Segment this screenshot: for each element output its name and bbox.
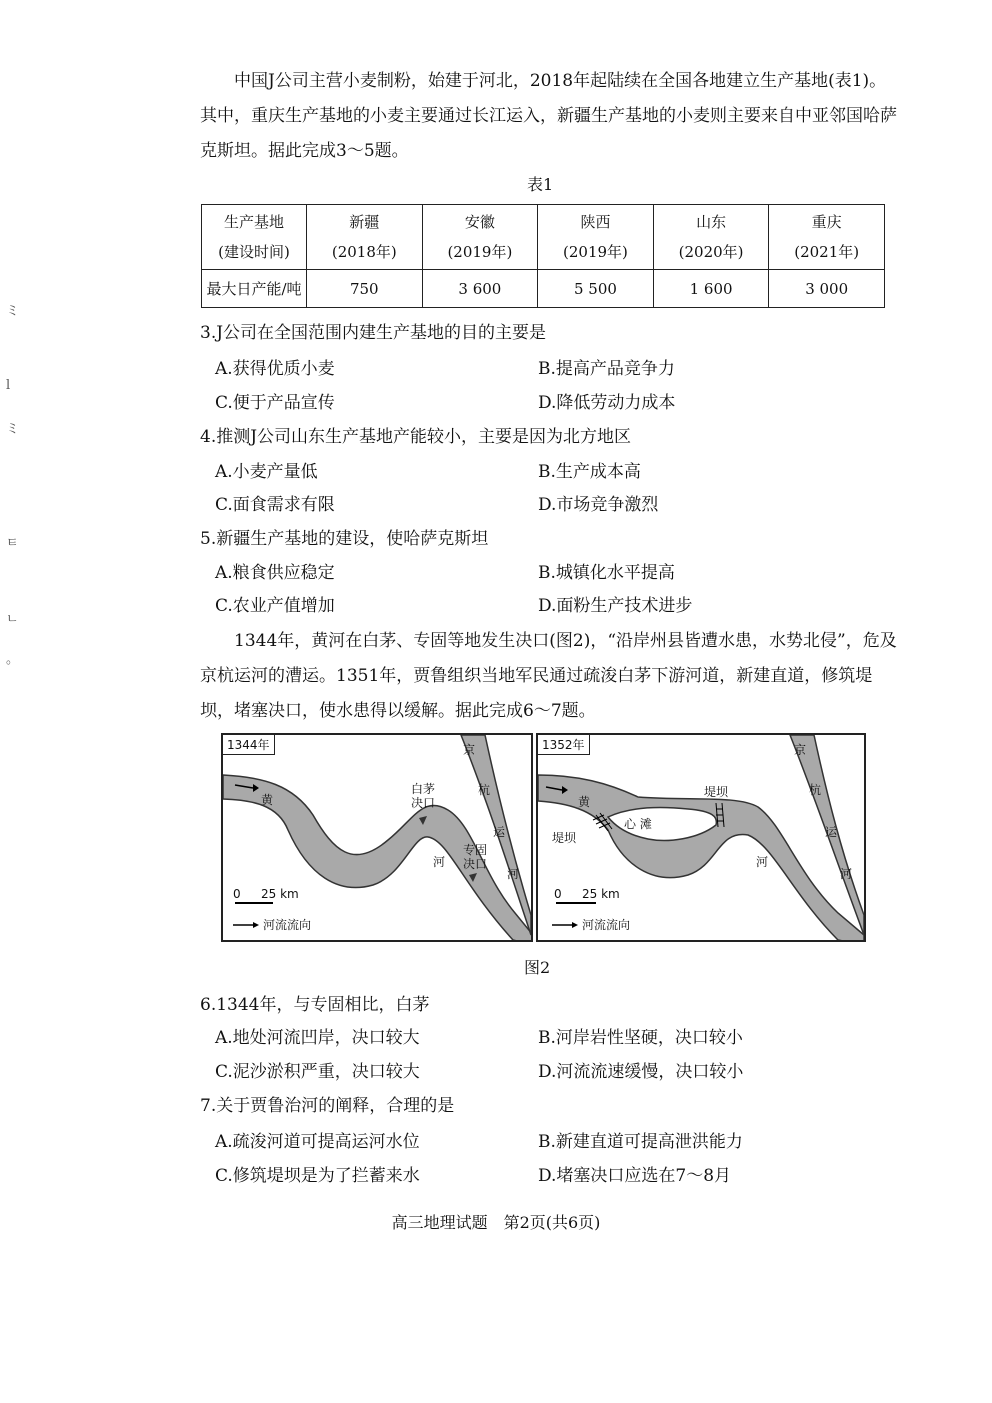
question-5-option-d[interactable]: D.面粉生产技术进步: [538, 596, 693, 616]
table-header-cell: 陕西 (2019年): [538, 205, 654, 270]
question-4-option-b[interactable]: B.生产成本高: [538, 462, 641, 482]
map-1344-drawing: [223, 735, 531, 940]
table-value-row: [202, 270, 885, 308]
canal-char: 京: [794, 743, 807, 757]
question-3-option-b[interactable]: B.提高产品竞争力: [538, 359, 675, 379]
question-3-stem: 3.J公司在全国范围内建生产基地的目的主要是: [200, 323, 547, 343]
scale-zero: 0: [233, 887, 241, 901]
question-7-option-b[interactable]: B.新建直道可提高泄洪能力: [538, 1132, 743, 1152]
question-6-option-b[interactable]: B.河岸岩性坚硬，决口较小: [538, 1028, 743, 1048]
question-3-option-a[interactable]: A.获得优质小麦: [215, 359, 335, 379]
table-caption: 表1: [527, 175, 554, 194]
dam-label-left: 堤坝: [552, 831, 577, 845]
question-5-stem: 5.新疆生产基地的建设，使哈萨克斯坦: [200, 529, 489, 549]
margin-mark: ミ: [6, 422, 20, 437]
map-1352: [536, 733, 866, 942]
canal-char: 京: [463, 743, 476, 757]
question-4-option-c[interactable]: C.面食需求有限: [215, 495, 335, 515]
legend-label: 河流流向: [263, 918, 312, 932]
question-7-option-c[interactable]: C.修筑堤坝是为了拦蓄来水: [215, 1166, 420, 1186]
question-7-option-d[interactable]: D.堵塞决口应选在7～8月: [538, 1166, 732, 1186]
table-header-cell: 新疆 (2018年): [307, 205, 423, 270]
production-base-table: [201, 204, 885, 308]
table-header-label: 生产基地 (建设时间): [202, 205, 307, 270]
table-value-cell: 750: [307, 270, 423, 308]
question-6-stem: 6.1344年，与专固相比，白茅: [200, 995, 430, 1015]
table-value-cell: 1 600: [653, 270, 769, 308]
scale-distance: 25 km: [582, 887, 620, 901]
margin-mark: ミ: [6, 304, 20, 319]
table-header-cell: 安徽 (2019年): [422, 205, 538, 270]
map-year-label: 1352年: [538, 735, 590, 755]
river-char: 黄: [578, 795, 591, 809]
question-5-option-c[interactable]: C.农业产值增加: [215, 596, 335, 616]
intro-paragraph-2: 1344年，黄河在白茅、专固等地发生决口(图2)，“沿岸州县皆遭水患，水势北侵”，危及京杭运河的漕运。1351年，贾鲁组织当地军民通过疏浚白茅下游河道，新建直道，修筑堤坝，堵塞决口，使水患得以缓解。据此完成6～7题。: [200, 631, 897, 721]
question-3-option-c[interactable]: C.便于产品宣传: [215, 393, 335, 413]
question-4-stem: 4.推测J公司山东生产基地产能较小，主要是因为北方地区: [200, 427, 632, 447]
legend-arrowhead-1352: [572, 922, 578, 928]
table-header-cell: 重庆 (2021年): [769, 205, 885, 270]
map-1344: [221, 733, 533, 942]
question-6-option-c[interactable]: C.泥沙淤积严重，决口较大: [215, 1062, 420, 1082]
question-6-option-a[interactable]: A.地处河流凹岸，决口较大: [215, 1028, 420, 1048]
question-6-option-d[interactable]: D.河流流速缓慢，决口较小: [538, 1062, 744, 1082]
margin-mark: ㅌ: [6, 536, 19, 551]
table-value-cell: 5 500: [538, 270, 654, 308]
question-3-option-d[interactable]: D.降低劳动力成本: [538, 393, 676, 413]
canal-char: 河: [507, 867, 520, 881]
table-header-cell: 山东 (2020年): [653, 205, 769, 270]
margin-mark: l: [6, 378, 11, 393]
canal-char: 运: [825, 825, 838, 839]
breach-label-zhuangu: 专固 决口: [463, 843, 488, 871]
breach-label-baimao: 白茅 决口: [411, 782, 436, 810]
canal-char: 河: [840, 867, 853, 881]
figure-caption: 图2: [524, 958, 551, 977]
table-header-row: [202, 205, 885, 270]
margin-mark: 。: [6, 652, 20, 667]
island-label: 心 滩: [624, 817, 652, 831]
question-7-stem: 7.关于贾鲁治河的阐释，合理的是: [200, 1096, 455, 1116]
question-5-option-b[interactable]: B.城镇化水平提高: [538, 563, 675, 583]
river-char: 河: [433, 855, 446, 869]
canal-char: 杭: [478, 783, 491, 797]
dam-label-right: 堤坝: [704, 785, 729, 799]
question-5-option-a[interactable]: A.粮食供应稳定: [215, 563, 335, 583]
scale-zero: 0: [554, 887, 562, 901]
legend-label: 河流流向: [582, 918, 631, 932]
intro-paragraph-1: 中国J公司主营小麦制粉，始建于河北，2018年起陆续在全国各地建立生产基地(表1)。其中，重庆生产基地的小麦主要通过长江运入，新疆生产基地的小麦则主要来自中亚邻国哈萨克斯坦。据此完成3～5题。: [200, 71, 897, 161]
canal-char: 运: [493, 825, 506, 839]
table-value-cell: 3 000: [769, 270, 885, 308]
river-char: 黄: [261, 793, 274, 807]
table-value-cell: 3 600: [422, 270, 538, 308]
scale-distance: 25 km: [261, 887, 299, 901]
table-value-label: 最大日产能/吨: [202, 270, 307, 308]
question-4-option-a[interactable]: A.小麦产量低: [215, 462, 318, 482]
question-4-option-d[interactable]: D.市场竞争激烈: [538, 495, 659, 515]
river-char: 河: [756, 855, 769, 869]
map-1352-drawing: [538, 735, 864, 940]
legend-arrowhead-1344: [253, 922, 259, 928]
question-7-option-a[interactable]: A.疏浚河道可提高运河水位: [215, 1132, 420, 1152]
map-year-label: 1344年: [223, 735, 275, 755]
margin-mark: ㄴ: [6, 612, 19, 627]
canal-char: 杭: [809, 783, 822, 797]
page-footer: 高三地理试题 第2页(共6页): [391, 1213, 601, 1232]
